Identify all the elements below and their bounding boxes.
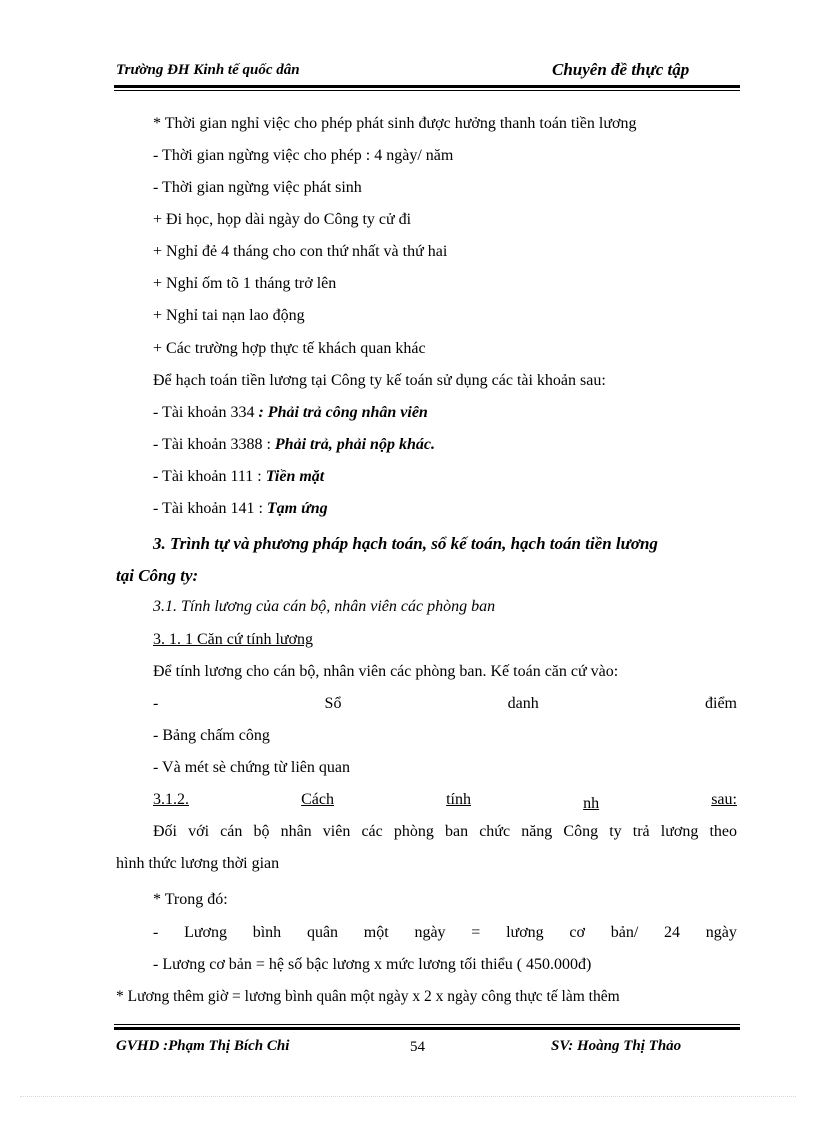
- paragraph-line: hình thức lương thời gian: [116, 855, 280, 872]
- footer-student: SV: Hoàng Thị Thảo: [551, 1038, 682, 1054]
- subsection-heading: 3.1. Tính lương của cán bộ, nhân viên các phòng ban: [153, 598, 496, 615]
- text-line: + Đi học, họp dài ngày do Công ty cử đi: [153, 211, 412, 228]
- header-school: Trường ĐH Kinh tế quốc dân: [116, 62, 300, 78]
- account-name: Tạm ứng: [266, 500, 328, 517]
- account-number: - Tài khoản 3388 :: [153, 436, 275, 453]
- formula-line: [153, 924, 737, 942]
- text-line: - Bảng chấm công: [153, 727, 270, 744]
- account-line: [153, 436, 435, 454]
- word: 24: [664, 924, 681, 941]
- word: bản/: [610, 924, 639, 941]
- word: Sổ: [324, 695, 342, 712]
- word: Lương: [184, 924, 227, 941]
- text-line: - Thời gian ngừng việc cho phép : 4 ngày/ năm: [153, 147, 454, 164]
- word: quân: [306, 924, 339, 941]
- text-line: * Trong đó:: [153, 891, 228, 908]
- word: -: [153, 695, 159, 712]
- text-line: + Nghỉ ốm tõ 1 tháng trở lên: [153, 275, 337, 292]
- text-line: - Và mét sè chứng từ liên quan: [153, 759, 350, 776]
- word: điểm: [705, 695, 737, 712]
- word: một: [363, 924, 389, 941]
- account-name: Tiền mặt: [265, 468, 325, 485]
- word: =: [471, 924, 481, 941]
- justified-line: [153, 695, 737, 713]
- text-line: * Thời gian nghỉ việc cho phép phát sinh được hưởng thanh toán tiền lương: [153, 115, 637, 132]
- section-heading-continued: tại Công ty:: [116, 566, 199, 585]
- word: danh: [507, 695, 539, 712]
- subsection-heading: 3. 1. 1 Căn cứ tính lương: [153, 631, 314, 648]
- section-heading: 3. Trình tự và phương pháp hạch toán, sổ kế toán, hạch toán tiền lương: [153, 534, 658, 553]
- header-title: Chuyên đề thực tập: [552, 60, 690, 79]
- formula-line: - Lương cơ bản = hệ số bậc lương x mức lương tối thiểu ( 450.000đ): [153, 956, 592, 973]
- page-number: 54: [410, 1039, 425, 1055]
- word: 3.1.2.: [153, 791, 189, 808]
- word: nh: [583, 795, 600, 812]
- text-line: - Thời gian ngừng việc phát sinh: [153, 179, 362, 196]
- word: lương: [506, 924, 544, 941]
- word: Cách: [301, 791, 334, 808]
- account-number: - Tài khoản 141 :: [153, 500, 267, 517]
- account-line: [153, 500, 328, 518]
- paragraph-line: Đối với cán bộ nhân viên các phòng ban chức năng Công ty trả lương theo: [153, 823, 737, 840]
- account-number: - Tài khoản 111 :: [153, 468, 266, 485]
- account-line: [153, 468, 324, 486]
- text-line: Để hạch toán tiền lương tại Công ty kế toán sử dụng các tài khoản sau:: [153, 372, 606, 389]
- formula-line: * Lương thêm giờ = lương bình quân một ngày x 2 x ngày công thực tế làm thêm: [116, 988, 620, 1005]
- header-rule-thin: [114, 90, 740, 91]
- text-line: + Nghỉ đẻ 4 tháng cho con thứ nhất và thứ hai: [153, 243, 448, 260]
- account-name: Phải trả, phải nộp khác.: [274, 436, 435, 453]
- account-line: [153, 404, 428, 422]
- word: tính: [446, 791, 471, 808]
- word: cơ: [569, 924, 585, 941]
- account-number: - Tài khoản 334: [153, 404, 259, 421]
- word: sau:: [711, 791, 737, 808]
- footer-advisor: GVHD :Phạm Thị Bích Chi: [116, 1038, 290, 1054]
- word: ngày: [705, 924, 737, 941]
- text-line: Để tính lương cho cán bộ, nhân viên các phòng ban. Kế toán căn cứ vào:: [153, 663, 619, 680]
- account-name: : Phải trả công nhân viên: [258, 404, 428, 421]
- footer-rule-thick: [114, 1027, 740, 1030]
- footer-rule-thin: [114, 1024, 740, 1025]
- subsection-heading: [153, 791, 737, 812]
- text-line: + Các trường hợp thực tế khách quan khác: [153, 340, 426, 357]
- page-edge-divider: [20, 1096, 796, 1097]
- word: -: [153, 924, 159, 941]
- header-rule-thick: [114, 85, 740, 88]
- word: bình: [252, 924, 282, 941]
- text-line: + Nghỉ tai nạn lao động: [153, 307, 305, 324]
- word: ngày: [414, 924, 446, 941]
